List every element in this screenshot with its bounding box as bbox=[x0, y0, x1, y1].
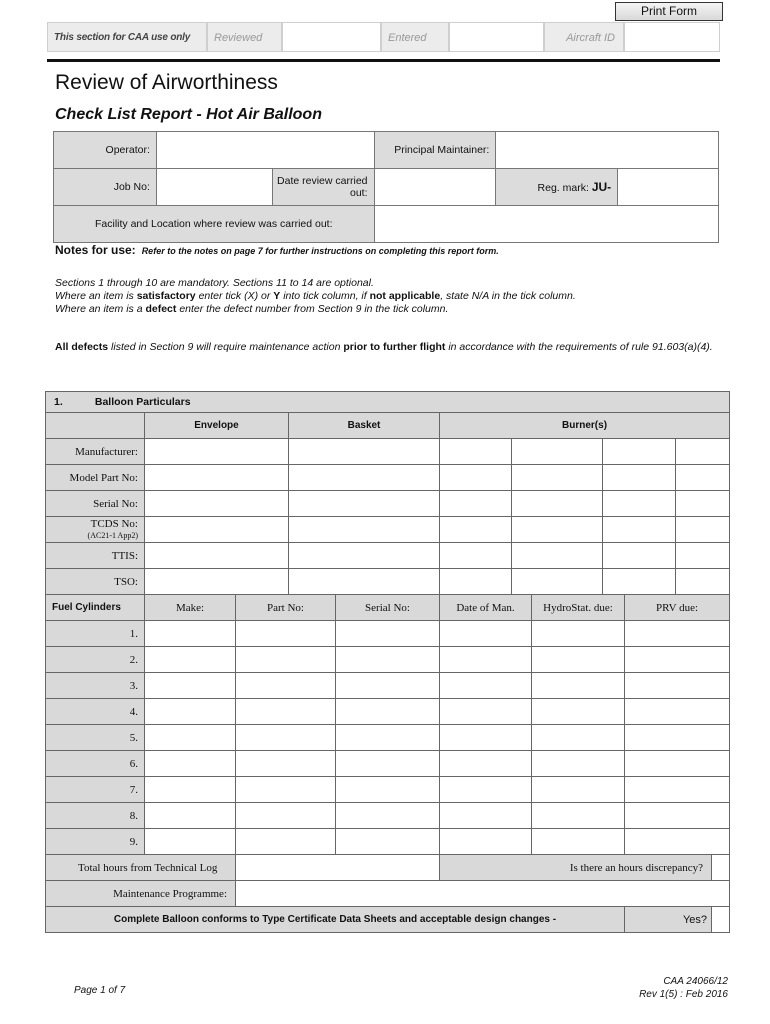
fuel-col-part: Part No: bbox=[236, 595, 336, 621]
operator-field[interactable] bbox=[156, 132, 374, 169]
hours-discrepancy-field[interactable] bbox=[712, 855, 730, 881]
row-label: TSO: bbox=[46, 569, 145, 595]
reviewed-field[interactable] bbox=[282, 22, 381, 52]
page-number: Page 1 of 7 bbox=[74, 985, 126, 996]
fuel-col-prv: PRV due: bbox=[625, 595, 730, 621]
row-label: Model Part No: bbox=[46, 465, 145, 491]
total-hours-field[interactable] bbox=[236, 855, 440, 881]
form-rev: Rev 1(5) : Feb 2016 bbox=[639, 989, 728, 1000]
row-label: Serial No: bbox=[46, 491, 145, 517]
balloon-particulars-table bbox=[45, 391, 730, 933]
entered-field[interactable] bbox=[449, 22, 544, 52]
row-label: Manufacturer: bbox=[46, 439, 145, 465]
notes-title: Notes for use: bbox=[55, 243, 136, 257]
caa-use-row bbox=[47, 22, 720, 52]
burners-header: Burner(s) bbox=[440, 413, 730, 439]
basket-header: Basket bbox=[289, 413, 440, 439]
notes-line-2: Where an item is satisfactory enter tick (X) or Y into tick column, if not applicable, state N/A in the tick column. bbox=[55, 290, 576, 302]
notes-defects: All defects listed in Section 9 will require maintenance action prior to further flight in accordance with the requirements of rule 91.603(a)(4). bbox=[55, 341, 713, 353]
notes-ref: Refer to the notes on page 7 for further instructions on completing this report form. bbox=[141, 246, 499, 256]
fuel-col-hydrostat: HydroStat. due: bbox=[532, 595, 625, 621]
row-label: TCDS No: (AC21-1 App2) bbox=[46, 517, 145, 543]
principal-maintainer-field[interactable] bbox=[496, 132, 719, 169]
page-title: Review of Airworthiness bbox=[55, 71, 278, 94]
reg-mark-field[interactable] bbox=[618, 169, 719, 206]
facility-field[interactable] bbox=[374, 206, 719, 243]
fuel-row-number: 6. bbox=[46, 751, 145, 777]
page-subtitle: Check List Report - Hot Air Balloon bbox=[55, 106, 322, 123]
caa-section-label: This section for CAA use only bbox=[47, 22, 207, 52]
fuel-col-date: Date of Man. bbox=[440, 595, 532, 621]
total-hours-label: Total hours from Technical Log bbox=[46, 855, 236, 881]
form-reference bbox=[639, 975, 728, 1001]
notes-line-1: Sections 1 through 10 are mandatory. Sections 11 to 14 are optional. bbox=[55, 277, 374, 289]
print-form-button[interactable]: Print Form bbox=[615, 2, 723, 21]
entered-label: Entered bbox=[381, 22, 449, 52]
reg-mark-label bbox=[496, 169, 618, 206]
fuel-row-number: 3. bbox=[46, 673, 145, 699]
reg-mark-text: Reg. mark: bbox=[537, 182, 589, 194]
fuel-col-make: Make: bbox=[145, 595, 236, 621]
aircraft-id-label: Aircraft ID bbox=[544, 22, 624, 52]
reg-prefix: JU- bbox=[591, 180, 612, 194]
date-review-label: Date review carried out: bbox=[272, 169, 374, 206]
notes-para-1 bbox=[55, 277, 720, 316]
section-1-header: 1. Balloon Particulars bbox=[46, 392, 730, 413]
fuel-rows bbox=[46, 621, 730, 855]
facility-label: Facility and Location where review was carried out: bbox=[54, 206, 375, 243]
reviewed-label: Reviewed bbox=[207, 22, 282, 52]
job-no-label: Job No: bbox=[54, 169, 157, 206]
fuel-row-number: 2. bbox=[46, 647, 145, 673]
conforms-field[interactable] bbox=[712, 907, 730, 933]
hours-discrepancy-label: Is there an hours discrepancy? bbox=[440, 855, 712, 881]
notes-line-3: Where an item is a defect enter the defect number from Section 9 in the tick column. bbox=[55, 303, 449, 315]
fuel-row-number: 5. bbox=[46, 725, 145, 751]
yes-label: Yes? bbox=[625, 907, 712, 933]
envelope-header: Envelope bbox=[145, 413, 289, 439]
fuel-cylinders-label: Fuel Cylinders bbox=[46, 595, 145, 621]
header-divider bbox=[47, 59, 720, 62]
fuel-row-number: 8. bbox=[46, 803, 145, 829]
row-label: TTIS: bbox=[46, 543, 145, 569]
aircraft-id-field[interactable] bbox=[624, 22, 720, 52]
fuel-row-number: 4. bbox=[46, 699, 145, 725]
fuel-row-number: 9. bbox=[46, 829, 145, 855]
form-ref: CAA 24066/12 bbox=[663, 976, 728, 987]
fuel-row-number: 1. bbox=[46, 621, 145, 647]
notes-heading bbox=[55, 243, 499, 257]
fuel-row-number: 7. bbox=[46, 777, 145, 803]
job-no-field[interactable] bbox=[156, 169, 272, 206]
conforms-label: Complete Balloon conforms to Type Certificate Data Sheets and acceptable design changes - bbox=[46, 907, 625, 933]
maintenance-programme-field[interactable] bbox=[236, 881, 730, 907]
date-review-field[interactable] bbox=[374, 169, 496, 206]
operator-table bbox=[53, 131, 719, 243]
operator-label: Operator: bbox=[54, 132, 157, 169]
fuel-col-serial: Serial No: bbox=[336, 595, 440, 621]
maintenance-programme-label: Maintenance Programme: bbox=[46, 881, 236, 907]
principal-maintainer-label: Principal Maintainer: bbox=[374, 132, 496, 169]
